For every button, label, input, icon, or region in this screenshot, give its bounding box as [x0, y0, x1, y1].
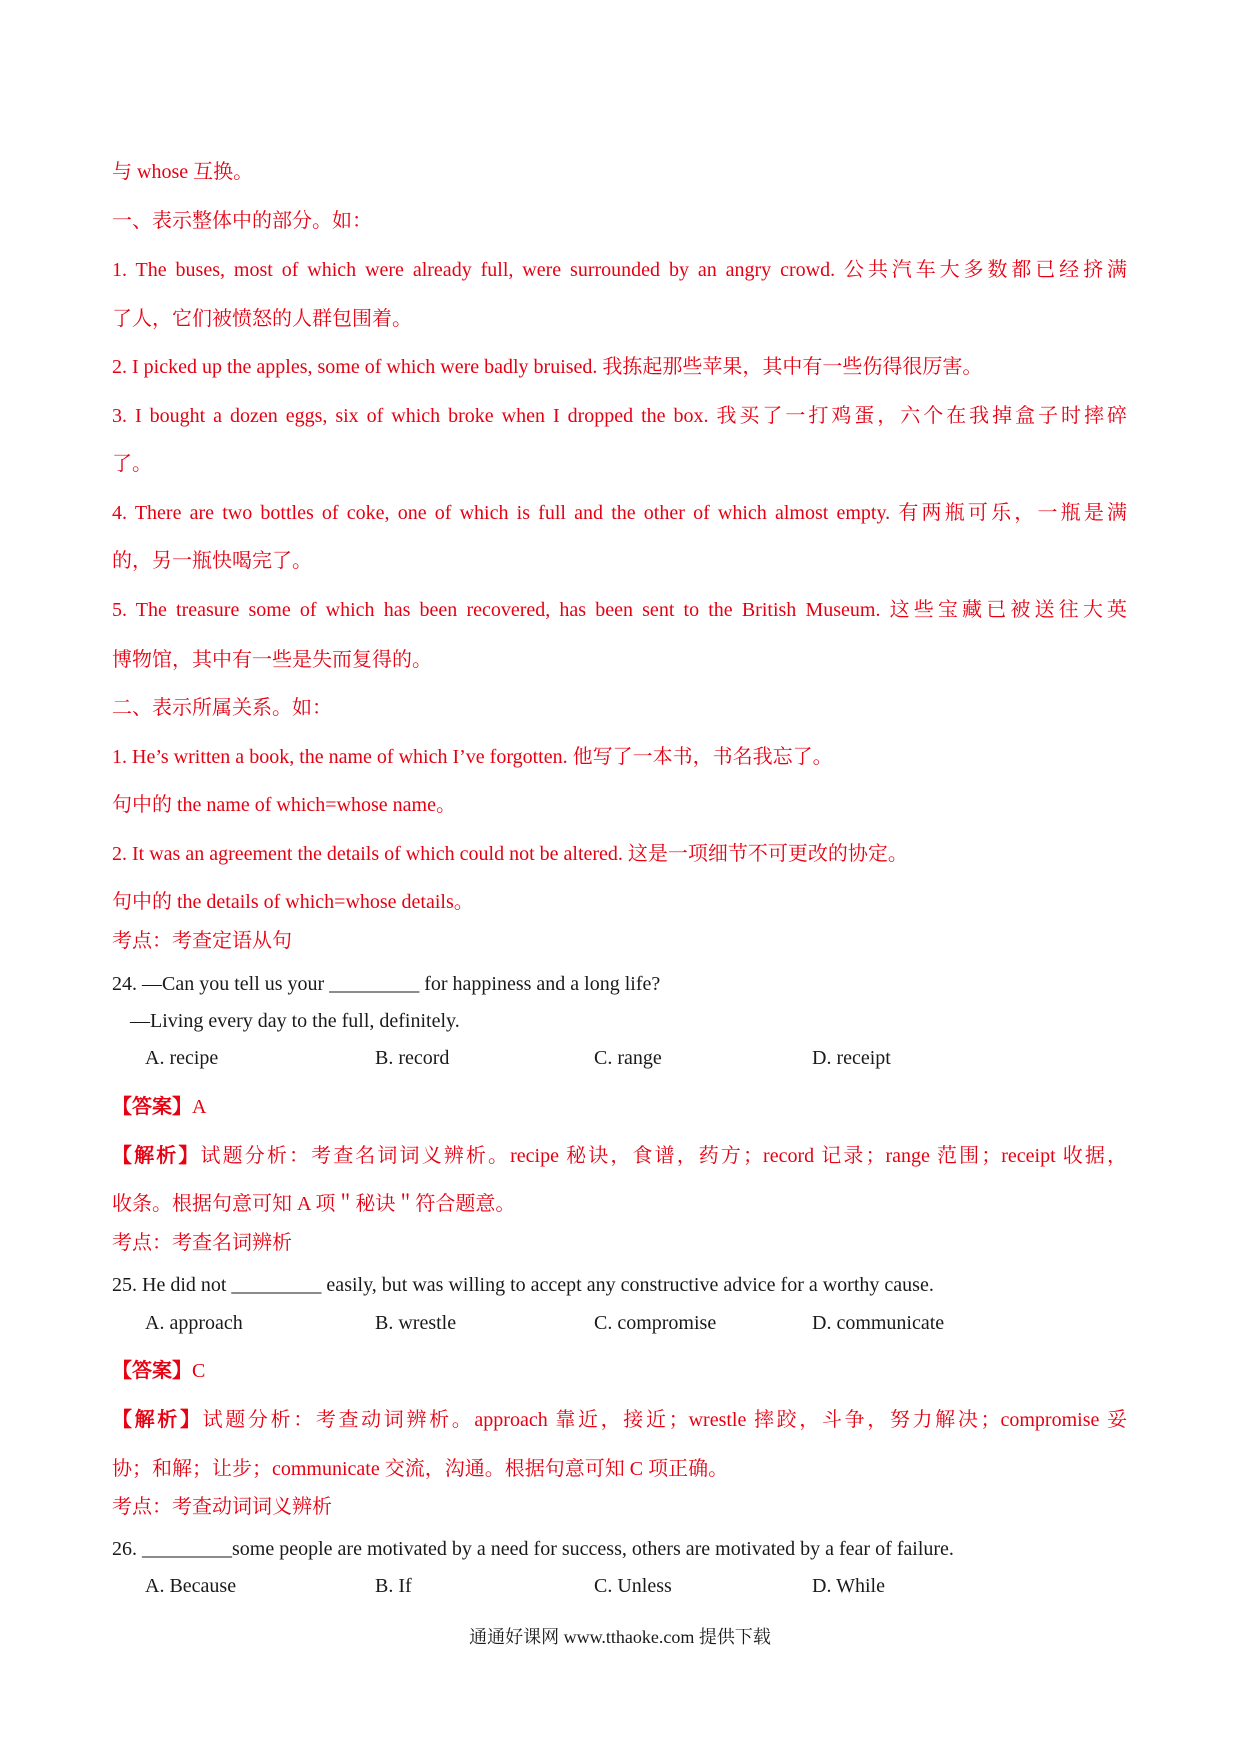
kaodian-line: 考点：考查名词辨析 — [112, 1232, 292, 1254]
options-row — [0, 1046, 1240, 1070]
example-line: 2. I picked up the apples, some of which were badly bruised. 我拣起那些苹果，其中有一些伤得很厉害。 — [112, 356, 983, 378]
answer-value: C — [192, 1360, 206, 1382]
answer-label: 【答案】 — [112, 1096, 192, 1118]
section-heading-part-whole: 一、表示整体中的部分。如： — [112, 210, 372, 232]
analysis-line: 收条。根据句意可知 A 项＂秘诀＂符合题意。 — [112, 1193, 516, 1215]
question-stem: 26. _________some people are motivated by a need for success, others are motivated by a fear of failure. — [112, 1538, 954, 1560]
answer-value: A — [192, 1096, 207, 1118]
example-line: 了人，它们被愤怒的人群包围着。 — [112, 308, 412, 330]
example-note: 句中的 the details of which=whose details。 — [112, 891, 474, 913]
analysis-line — [112, 1408, 1127, 1432]
example-line: 博物馆，其中有一些是失而复得的。 — [112, 649, 432, 671]
kaodian-line: 考点：考查动词词义辨析 — [112, 1496, 332, 1518]
page-footer: 通通好课网 www.tthaoke.com 提供下载 — [469, 1627, 771, 1647]
question-stem: 25. He did not _________ easily, but was willing to accept any constructive advice for a worthy cause. — [112, 1274, 934, 1296]
example-line: 1. He’s written a book, the name of which I’ve forgotten. 他写了一本书，书名我忘了。 — [112, 746, 833, 768]
example-line: 2. It was an agreement the details of which could not be altered. 这是一项细节不可更改的协定。 — [112, 843, 908, 865]
option-b: B. wrestle — [375, 1312, 457, 1334]
kaodian-line: 考点：考查定语从句 — [112, 930, 292, 952]
option-d: D. communicate — [812, 1312, 945, 1334]
option-d: D. receipt — [812, 1047, 891, 1069]
option-d: D. While — [812, 1575, 885, 1597]
option-b: B. record — [375, 1047, 450, 1069]
option-a: A. approach — [145, 1312, 243, 1334]
answer-line — [112, 1359, 205, 1383]
answer-label: 【答案】 — [112, 1360, 192, 1382]
option-c: C. compromise — [594, 1312, 717, 1334]
question-stem: 24. —Can you tell us your _________ for happiness and a long life? — [112, 973, 661, 995]
analysis-line: 协；和解；让步；communicate 交流，沟通。根据句意可知 C 项正确。 — [112, 1458, 729, 1480]
dialogue-reply: —Living every day to the full, definitely. — [130, 1010, 460, 1032]
option-a: A. Because — [145, 1575, 237, 1597]
options-row — [0, 1574, 1240, 1598]
example-line: 的，另一瓶快喝完了。 — [112, 550, 312, 572]
example-note: 句中的 the name of which=whose name。 — [112, 794, 456, 816]
options-row — [0, 1311, 1240, 1335]
option-b: B. If — [375, 1575, 412, 1597]
option-c: C. range — [594, 1047, 662, 1069]
analysis-text: 试题分析：考查动词辨析。approach 靠近，接近；wrestle 摔跤，斗争，努力解决；compromise 妥 — [202, 1409, 1128, 1431]
option-c: C. Unless — [594, 1575, 672, 1597]
analysis-label: 【解析】 — [112, 1145, 201, 1167]
answer-line — [112, 1095, 206, 1119]
section-heading-possession: 二、表示所属关系。如： — [112, 697, 332, 719]
analysis-text: 试题分析：考查名词词义辨析。recipe 秘诀，食谱，药方；record 记录；range 范围；receipt 收据， — [200, 1145, 1128, 1167]
example-line: 3. I bought a dozen eggs, six of which broke when I dropped the box. 我买了一打鸡蛋，六个在我掉盒子时摔碎 — [112, 405, 1127, 427]
example-line: 1. The buses, most of which were already full, were surrounded by an angry crowd. 公共汽车大多数都已经挤满 — [112, 259, 1127, 281]
example-line: 4. There are two bottles of coke, one of which is full and the other of which almost empty. 有两瓶可乐，一瓶是满 — [112, 502, 1127, 524]
example-line: 5. The treasure some of which has been recovered, has been sent to the British Museum. 这些宝藏已被送往大英 — [112, 599, 1127, 621]
intro-line: 与 whose 互换。 — [112, 161, 254, 183]
example-line: 了。 — [112, 453, 152, 475]
option-a: A. recipe — [145, 1047, 219, 1069]
analysis-line — [112, 1144, 1127, 1168]
analysis-label: 【解析】 — [112, 1409, 203, 1431]
